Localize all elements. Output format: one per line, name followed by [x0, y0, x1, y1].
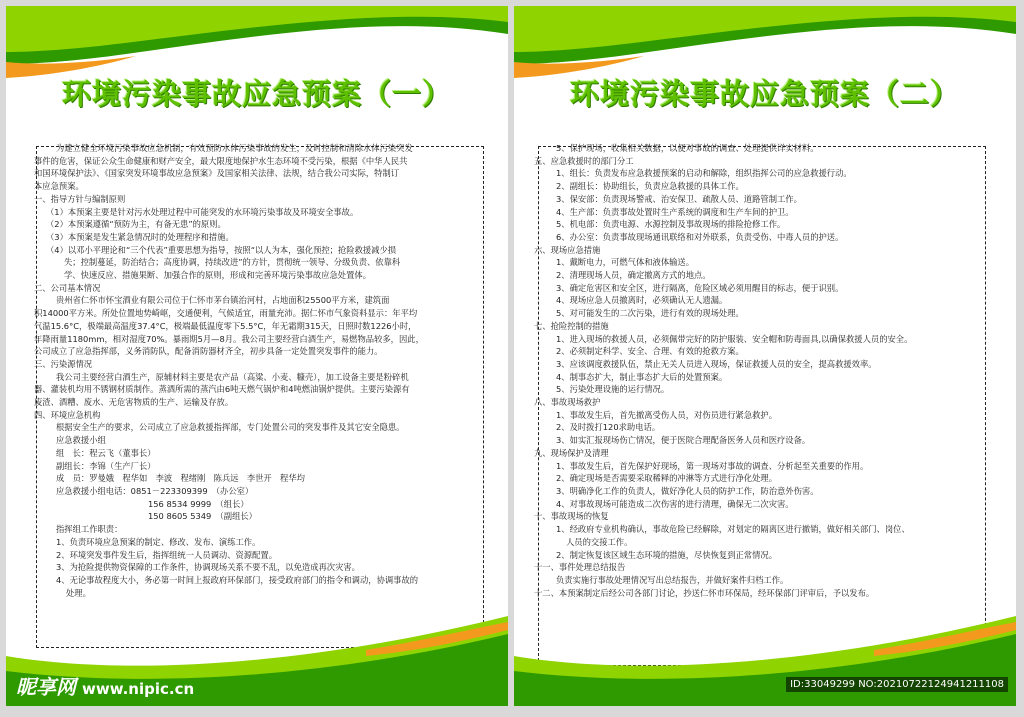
section-heading: 七、抢险控制的措施 — [534, 320, 609, 331]
text-line: 3、明确净化工作的负责人，做好净化人员的防护工作，防治意外伤害。 — [556, 485, 819, 496]
text-line: 成 员：罗曼娥 程华如 李波 程绪刚 陈兵远 李世开 程华均 — [56, 473, 305, 484]
text-line: （4）以邓小平理论和“三个代表”重要思想为指导，按照“以人为本，强化预控；抢险救援减少损 — [46, 244, 397, 255]
page-title: 环境污染事故应急预案（二） — [569, 77, 960, 111]
watermark-id: ID:33049299 NO:20210722124941211108 — [786, 677, 1008, 692]
text-line: 组 长：程云飞（董事长） — [56, 447, 156, 458]
section-heading: 五、应急救援时的部门分工 — [534, 155, 634, 166]
section-heading: 八、事故现场救护 — [534, 397, 601, 408]
text-line: （2）本预案遵循“预防为主，有备无患”的原则。 — [46, 219, 226, 230]
text-line: 3、如实汇报现场伤亡情况，便于医院合理配备医务人员和医疗设备。 — [556, 435, 811, 446]
section-heading: 四、环境应急机构 — [34, 409, 101, 420]
text-line: 5、污染处理设施的运行情况。 — [556, 384, 670, 395]
text-line: （1）本预案主要是针对污水处理过程中可能突发的水环境污染事故及环境安全事故。 — [46, 206, 359, 217]
text-line: 公司成立了应急指挥部，义务消防队，配备消防器材齐全，初步具备一定处置突发事件的能力。 — [34, 346, 383, 357]
text-line: 2、副组长：协助组长，负责应急救援的具体工作。 — [556, 181, 744, 192]
text-line: 1、经政府专业机构确认，事故危险已经解除，对划定的隔离区进行撤销，做好相关部门、岗位、 — [556, 524, 910, 535]
text-line: 器、灌装机均用不锈钢材质制作。蒸酒所需的蒸汽由6吨天燃气锅炉和4吨燃油锅炉提供。主要污染源有 — [34, 384, 410, 395]
text-line: 1、事故发生后，首先保护好现场，第一现场对事故的调查、分析起至关重要的作用。 — [556, 460, 869, 471]
text-line: 4、制事态扩大，制止事态扩大后的处置预案。 — [556, 371, 728, 382]
text-line: 5、对可能发生的二次污染，进行有效的现场处理。 — [556, 308, 744, 319]
poster-panel-1 — [6, 6, 508, 706]
text-line: （3）本预案是发生紧急情况时的处理程序和措施。 — [46, 231, 234, 242]
text-line: 1、戴断电力，可燃气体和液体输送。 — [556, 257, 695, 268]
text-line: 1、负责环境应急预案的制定、修改、发布、演练工作。 — [56, 536, 261, 547]
watermark-logo: 昵享网 www.nipic.cn — [16, 675, 195, 699]
text-line: 2、确定现场是否需要采取稀释的冲淋等方式进行净化处理。 — [556, 473, 777, 484]
text-line: 指挥组工作职责： — [56, 524, 123, 535]
text-line: 事件的危害，保证公众生命健康和财产安全，最大限度地保护水生态环境不受污染，根据《中华人民共 — [34, 155, 408, 166]
text-line: 150 8605 5349 （副组长） — [148, 511, 257, 522]
text-line: 根据安全生产的要求，公司成立了应急救援指挥部，专门处置公司的突发事件及其它安全隐患。 — [56, 422, 405, 433]
text-line: 2、必须制定科学、安全、合理、有效的抢救方案。 — [556, 346, 744, 357]
text-line: 应急救援小组电话：0851－223309399 （办公室） — [56, 485, 254, 496]
text-line: 6、办公室：负责事故现场通讯联络和对外联系，负责受伤、中毒人员的护送。 — [556, 231, 844, 242]
text-line: 副组长：李锦（生产厂长） — [56, 460, 156, 471]
text-line: 4、生产部：负责事故处置时生产系统的调度和生产车间的护卫。 — [556, 206, 794, 217]
text-line: 气温15.6°C，极端最高温度37.4°C，极端最低温度零下5.5°C，年无霜期315天，日照时数1226小时， — [34, 320, 417, 331]
text-line: 1、事故发生后，首先撤离受伤人员，对伤员进行紧急救护。 — [556, 409, 777, 420]
text-line: 2、制定恢复该区域生态环境的措施，尽快恢复到正常情况。 — [556, 549, 777, 560]
document-body — [534, 142, 986, 599]
text-line: 4、现场应急人员撤离时，必须确认无人遗漏。 — [556, 295, 728, 306]
text-line: 2、及时拨打120求助电话。 — [556, 422, 661, 433]
text-line: 3、确定危害区和安全区，进行隔离，危险区域必须用醒目的标志，便于识别。 — [556, 282, 844, 293]
text-line: 4、无论事故程度大小，务必第一时间上报政府环保部门，接受政府部门的指令和调动，协调事故的 — [56, 574, 419, 585]
section-heading: 九、现场保护及清理 — [534, 447, 609, 458]
poster-panel-2 — [514, 6, 1016, 706]
text-line: 年降雨量1180mm，相对湿度70%。暴雨期5月—8月。我公司主要经营白酒生产，易燃物品较多，因此， — [34, 333, 424, 344]
text-line: 3、保安部：负责现场警戒、治安保卫、疏散人员、道路管制工作。 — [556, 193, 802, 204]
text-line: 积14000平方米。所处位置地势崎岖，交通便利，气候适宜，雨量充沛。据仁怀市气象资料显示：年平均 — [34, 308, 418, 319]
text-line: 和国环境保护法》、《国家突发环境事故应急预案》及国家相关法律、法规，结合我公司实际，特制订 — [34, 168, 400, 179]
section-heading: 二、公司基本情况 — [34, 282, 101, 293]
text-line: 贵州省仁怀市怀宝酒业有限公司位于仁怀市茅台镇治河村，占地面积25500平方米，建筑面 — [56, 295, 390, 306]
text-line: 3、为抢险提供物资保障的工作条件，协调现场关系不要不乱，以免造成再次灾害。 — [56, 562, 360, 573]
text-line: 156 8534 9999 （组长） — [148, 498, 249, 509]
text-line: 1、组长：负责发布应急救援预案的启动和解除，组织指挥公司的应急救援行动。 — [556, 168, 852, 179]
text-line: 4、对事故现场可能造成二次伤害的进行清理，确保无二次灾害。 — [556, 498, 794, 509]
text-line: 负责实施行事故处理情况写出总结报告，并做好案件归档工作。 — [556, 574, 789, 585]
document-body — [34, 142, 486, 599]
text-line: 5、保护现场，收集相关数据，以便对事故的调查、处理提供详实材料。 — [556, 143, 819, 153]
text-line: 应急救援小组 — [56, 435, 106, 446]
section-heading: 一、指导方针与编制原则 — [34, 193, 126, 204]
text-line: 失；控制蔓延，防治结合；高度协调，持续改进”的方针，贯彻统一领导、分级负责、依靠科 — [64, 257, 401, 268]
text-line: 5、机电部：负责电源、水源控制及事故现场的排险抢修工作。 — [556, 219, 786, 230]
section-heading: 十、事故现场的恢复 — [534, 511, 609, 522]
text-line: 废渣、酒糟、废水、无危害物质的生产、运输及存放。 — [34, 397, 234, 408]
text-line: 学、快速反应、措施果断、加强合作的原则，形成和完善环境污染事故应急处置体。 — [64, 270, 371, 281]
text-line: 本应急预案。 — [34, 181, 84, 192]
text-line: 2、清理现场人员，确定撤离方式的地点。 — [556, 270, 711, 281]
section-heading: 六、现场应急措施 — [534, 244, 601, 255]
text-line: 处理。 — [66, 587, 91, 598]
section-heading: 十一、事件处理总结报告 — [534, 562, 626, 573]
text-line: 2、环境突发事件发生后，指挥组统一人员调动、资源配置。 — [56, 549, 277, 560]
text-line: 3、应该调度救援队伍，禁止无关人员进入现场，保证救援人员的安全，提高救援效率。 — [556, 358, 877, 369]
section-heading: 三、污染源情况 — [34, 358, 93, 369]
text-line: 人员的交接工作。 — [566, 536, 633, 547]
text-line: 为建立健全环境污染事故应急机制，有效预防水体污染事故的发生，及时控制和清除水体污染突发 — [56, 143, 413, 153]
text-line: 我公司主要经营白酒生产，原辅材料主要是农产品（高粱、小麦、糠壳），加工设备主要是粉碎机 — [56, 371, 409, 382]
page-title: 环境污染事故应急预案（一） — [61, 77, 452, 111]
text-line: 1、进入现场的救援人员，必须佩带完好的防护服装、安全帽和防毒面具,以确保救援人员的安全。 — [556, 333, 913, 344]
section-heading: 十二、本预案制定后经公司各部门讨论，抄送仁怀市环保局，经环保部门评审后，予以发布。 — [534, 587, 875, 598]
bottom-wave-decoration — [514, 616, 1016, 706]
